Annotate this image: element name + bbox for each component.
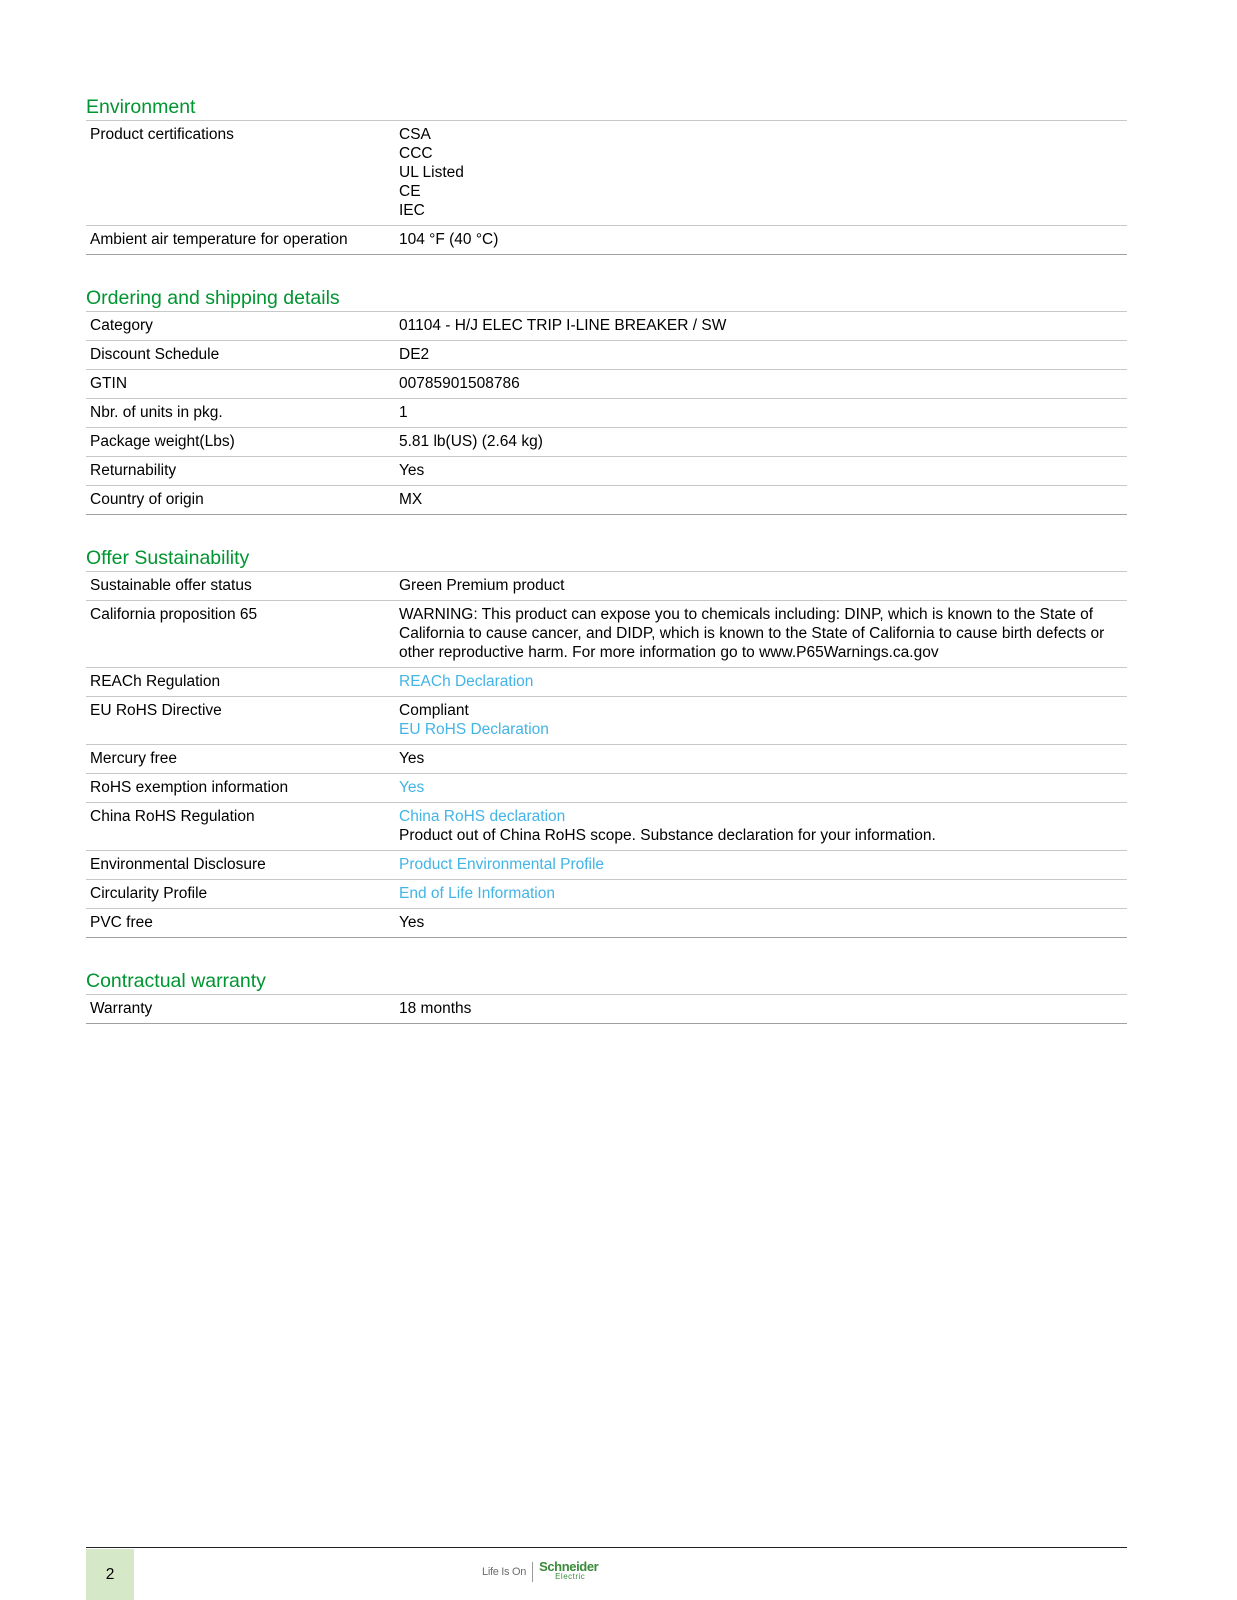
table-row [86, 428, 1127, 457]
row-label: Sustainable offer status [86, 572, 395, 601]
brand-name: Schneider [539, 1559, 599, 1574]
end-of-life-link[interactable]: End of Life Information [399, 885, 555, 902]
row-label: Returnability [86, 457, 395, 486]
logo-separator [532, 1562, 533, 1582]
row-value [395, 803, 1127, 851]
datasheet-page [86, 94, 1127, 1054]
row-label: RoHS exemption information [86, 774, 395, 803]
table-row [86, 745, 1127, 774]
section-title: Offer Sustainability [86, 545, 1127, 572]
table-row [86, 457, 1127, 486]
page-number: 2 [86, 1549, 134, 1600]
row-value: 01104 - H/J ELEC TRIP I-LINE BREAKER / SW [395, 312, 1127, 341]
row-value [395, 121, 1127, 226]
table-row [86, 601, 1127, 668]
certification-item: UL Listed [399, 164, 464, 181]
row-label: Package weight(Lbs) [86, 428, 395, 457]
certification-item: CE [399, 183, 421, 200]
environmental-profile-link[interactable]: Product Environmental Profile [399, 856, 605, 873]
table-row [86, 774, 1127, 803]
row-value [395, 880, 1127, 909]
row-value: 5.81 lb(US) (2.64 kg) [395, 428, 1127, 457]
row-value: MX [395, 486, 1127, 515]
brand-subname: Electric [555, 1572, 586, 1581]
certification-item: CSA [399, 126, 431, 143]
china-rohs-declaration-link[interactable]: China RoHS declaration [399, 808, 566, 825]
row-value: 1 [395, 399, 1127, 428]
section-title: Environment [86, 94, 1127, 121]
row-value [395, 697, 1127, 745]
row-value: Yes [395, 909, 1127, 938]
row-value: 18 months [395, 995, 1127, 1024]
table-row [86, 341, 1127, 370]
row-value: DE2 [395, 341, 1127, 370]
table-row [86, 995, 1127, 1024]
row-label: Product certifications [86, 121, 395, 226]
row-value [395, 851, 1127, 880]
spec-table [86, 312, 1127, 515]
table-row [86, 803, 1127, 851]
row-label: Nbr. of units in pkg. [86, 399, 395, 428]
row-label: PVC free [86, 909, 395, 938]
china-rohs-note: Product out of China RoHS scope. Substance declaration for your information. [399, 827, 936, 844]
row-value: Green Premium product [395, 572, 1127, 601]
row-label: Discount Schedule [86, 341, 395, 370]
prop65-warning-text: WARNING: This product can expose you to chemicals including: DINP, which is known to the State of California to cause cancer, and DIDP, which is known to the State of California to cause birth defects or other reproductive harm. For more information go to www.P65Warnings.ca.gov [395, 601, 1127, 668]
table-row [86, 909, 1127, 938]
company-logo [482, 1560, 598, 1584]
row-value: 104 °F (40 °C) [395, 226, 1127, 255]
row-label: REACh Regulation [86, 668, 395, 697]
table-row [86, 370, 1127, 399]
table-row [86, 312, 1127, 341]
row-value [395, 774, 1127, 803]
table-row [86, 697, 1127, 745]
certification-item: CCC [399, 145, 433, 162]
row-label: California proposition 65 [86, 601, 395, 668]
table-row [86, 226, 1127, 255]
eu-rohs-declaration-link[interactable]: EU RoHS Declaration [399, 721, 549, 738]
table-row [86, 668, 1127, 697]
row-label: GTIN [86, 370, 395, 399]
reach-declaration-link[interactable]: REACh Declaration [399, 673, 534, 690]
section-title: Ordering and shipping details [86, 285, 1127, 312]
spec-table [86, 572, 1127, 938]
row-label: Warranty [86, 995, 395, 1024]
table-row [86, 486, 1127, 515]
brand-wordmark [539, 1559, 599, 1582]
row-label: Ambient air temperature for operation [86, 226, 395, 255]
section-environment [86, 94, 1127, 255]
row-label: Country of origin [86, 486, 395, 515]
spec-table [86, 995, 1127, 1024]
row-label: Mercury free [86, 745, 395, 774]
row-label: China RoHS Regulation [86, 803, 395, 851]
section-ordering [86, 285, 1127, 515]
table-row [86, 399, 1127, 428]
logo-tagline: Life Is On [482, 1566, 527, 1578]
footer-divider [86, 1547, 1127, 1548]
compliance-status: Compliant [399, 702, 469, 719]
row-value [395, 668, 1127, 697]
row-label: Circularity Profile [86, 880, 395, 909]
table-row [86, 851, 1127, 880]
row-label: Category [86, 312, 395, 341]
table-row [86, 880, 1127, 909]
certification-item: IEC [399, 202, 425, 219]
table-row [86, 121, 1127, 226]
row-label: Environmental Disclosure [86, 851, 395, 880]
section-sustainability [86, 545, 1127, 938]
row-label: EU RoHS Directive [86, 697, 395, 745]
row-value: 00785901508786 [395, 370, 1127, 399]
row-value: Yes [395, 745, 1127, 774]
section-warranty [86, 968, 1127, 1024]
rohs-exemption-link[interactable]: Yes [399, 779, 425, 796]
table-row [86, 572, 1127, 601]
row-value: Yes [395, 457, 1127, 486]
spec-table [86, 121, 1127, 255]
section-title: Contractual warranty [86, 968, 1127, 995]
